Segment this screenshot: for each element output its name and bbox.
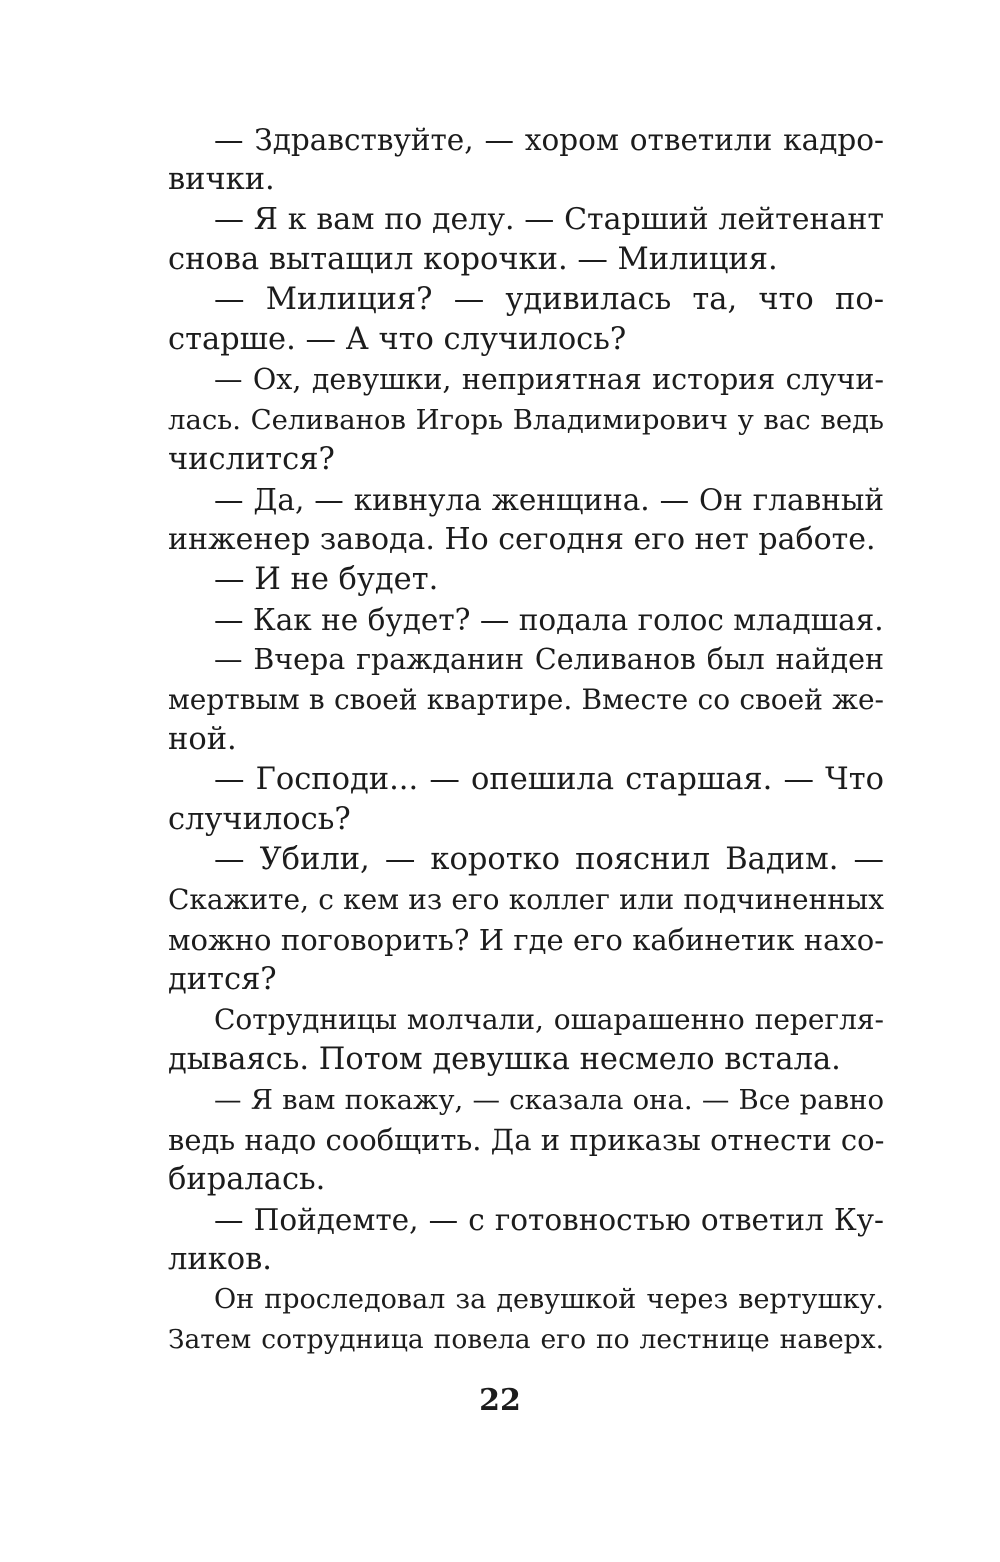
text-line: снова вытащил корочки. — Милиция. <box>168 242 778 277</box>
text-line: — Пойдемте, — с готовностью ответил Ку- <box>214 1203 884 1237</box>
text-line: ной. <box>168 722 237 757</box>
text-line: — Я к вам по делу. — Старший лейтенант <box>214 202 884 237</box>
text-line: Он проследовал за девушкой через вертушку. <box>214 1284 884 1315</box>
text-line: — Милиция? — удивилась та, что по- <box>214 282 884 317</box>
text-line: можно поговорить? И где его кабинетик нахо- <box>168 923 884 957</box>
text-line: мертвым в своей квартире. Вместе со своей же- <box>168 683 884 716</box>
text-line: — Убили, — коротко пояснил Вадим. — <box>214 842 884 877</box>
text-line: Затем сотрудница повела его по лестнице наверх. <box>168 1324 884 1355</box>
text-line: — Как не будет? — подала голос младшая. <box>214 603 884 637</box>
text-line: вички. <box>168 162 275 197</box>
text-line: — Ох, девушки, неприятная история случи- <box>214 363 884 396</box>
text-line: Скажите, с кем из его коллег или подчиненных <box>168 883 884 916</box>
text-line: — Здравствуйте, — хором ответили кадро- <box>214 123 884 157</box>
page-number: 22 <box>479 1383 521 1418</box>
text-line: числится? <box>168 442 335 477</box>
text-line: дится? <box>168 962 277 997</box>
text-line: — Да, — кивнула женщина. — Он главный <box>214 483 884 517</box>
text-line: случилось? <box>168 802 351 837</box>
text-line: Сотрудницы молчали, ошарашенно перегля- <box>214 1003 884 1036</box>
text-line: ликов. <box>168 1242 272 1277</box>
text-line: — И не будет. <box>214 562 439 597</box>
text-line: биралась. <box>168 1162 326 1197</box>
text-line: инженер завода. Но сегодня его нет работе. <box>168 522 876 557</box>
text-line: — Вчера гражданин Селиванов был найден <box>214 643 884 676</box>
text-line: — Господи... — опешила старшая. — Что <box>214 762 884 797</box>
text-line: старше. — А что случилось? <box>168 322 627 357</box>
text-line: ведь надо сообщить. Да и приказы отнести со- <box>168 1123 885 1157</box>
body-text <box>168 120 884 1360</box>
text-line: лась. Селиванов Игорь Владимирович у вас ведь <box>168 404 884 436</box>
text-line: — Я вам покажу, — сказала она. — Все равно <box>214 1084 884 1116</box>
text-line: дываясь. Потом девушка несмело встала. <box>168 1042 841 1077</box>
